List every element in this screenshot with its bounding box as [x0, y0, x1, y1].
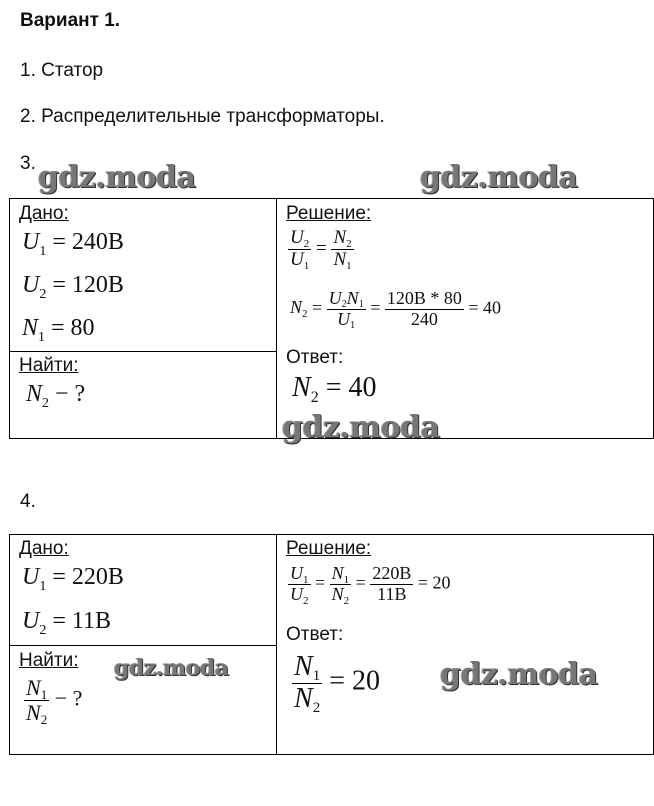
task3-given-label: Дано:: [19, 203, 69, 224]
watermark-logo: gdz.moda: [440, 657, 598, 692]
task4-calc-res: = 20: [417, 572, 451, 593]
task3-find-expr: $N_2$ − ?: [26, 381, 86, 411]
watermark-logo: gdz.moda: [282, 410, 440, 445]
watermark-logo: gdz.moda: [114, 655, 229, 681]
task3-answer-label: Ответ:: [286, 347, 344, 368]
item-1: 1. Статор: [20, 60, 104, 81]
task4-find-expr: $\frac{N1}{N2}$ − ?: [26, 675, 83, 728]
task3-find-label: Найти:: [19, 355, 79, 376]
task4-calc-formula: $\frac{U_1}{U_2}$ = $\frac{N_1}{N_2}$ = $\frac{220B}{11B}$ = 20: [290, 563, 451, 607]
task4-solution-label: Решение:: [286, 538, 372, 559]
task4-find-label: Найти:: [19, 650, 79, 671]
task3-calc-res: = 40: [468, 297, 502, 318]
task3-solution-label: Решение:: [286, 203, 372, 224]
task4-answer-label: Ответ:: [286, 624, 344, 645]
task4-given-label: Дано:: [19, 538, 69, 559]
watermark-logo: gdz.moda: [420, 160, 578, 195]
task4-u2: $U_2 = 11B$: [22, 608, 111, 638]
task3-n1: $N_1 = 80$: [22, 315, 95, 345]
task3-u2: $U_2 = 120B$: [22, 272, 124, 302]
task3-u1: $U_1 = 240B$: [22, 229, 124, 259]
watermark-logo: gdz.moda: [38, 160, 196, 195]
item-2: 2. Распределительные трансформаторы.: [20, 106, 385, 127]
task4-answer: $\frac{N1}{N2}$ = 20: [294, 651, 380, 716]
task4-calc-num: 220B: [372, 563, 412, 583]
variant-title: Вариант 1.: [20, 10, 121, 31]
task3-ratio-formula: $\frac{U_2}{U_1}$ = $\frac{N_2}{N_1}$: [290, 227, 352, 272]
task3-calc-den: 240: [410, 308, 438, 329]
task3-calc-formula: $N_2$ = $\frac{U2N1}{U1}$ = $\frac{120B * 80}{240}$ = 40: [290, 288, 502, 331]
task3-answer: $N_2 = 40$: [292, 372, 377, 406]
task4-calc-den: 11B: [377, 583, 407, 604]
item-4: 4.: [20, 491, 36, 512]
task4-u1: $U_1 = 220B$: [22, 564, 124, 594]
task3-calc-num: 120B * 80: [386, 288, 462, 308]
item-3: 3.: [20, 153, 36, 174]
